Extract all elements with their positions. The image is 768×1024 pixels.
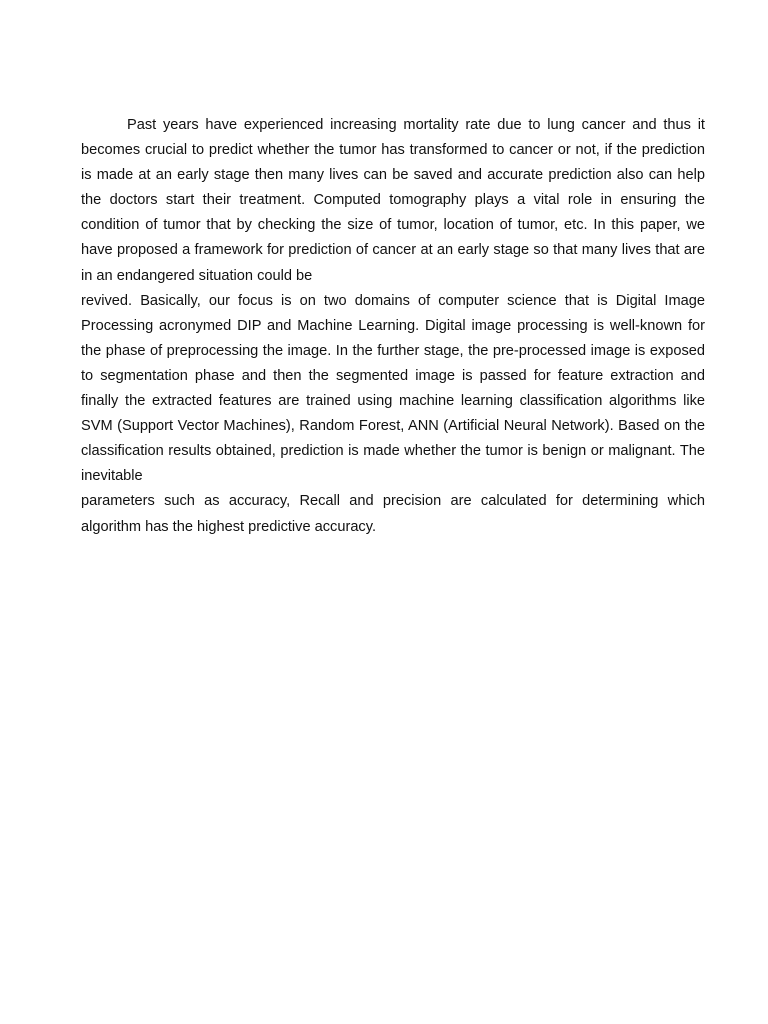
abstract-paragraph-3: parameters such as accuracy, Recall and precision are calculated for determining which algorithm has the highest predictive accuracy. — [81, 493, 705, 535]
abstract-paragraph-1: Past years have experienced increasing mortality rate due to lung cancer and thus it becomes crucial to predict whether the tumor has transformed to cancer or not, if the prediction is made at an early stage then many lives can be saved and accurate prediction also can help the doctors start their treatment. Computed tomography plays a vital role in ensuring the condition of tumor that by checking the size of tumor, location of tumor, etc. In this paper, we have proposed a framework for prediction of cancer at an early stage so that many lives that are in an endangered situation could be — [81, 117, 705, 284]
document-page — [81, 113, 705, 540]
abstract-paragraph-2: revived. Basically, our focus is on two domains of computer science that is Digital Image Processing acronymed DIP and Machine Learning. Digital image processing is well-known for the phase of preprocessing the image. In the further stage, the pre-processed image is exposed to segmentation phase and then the segmented image is passed for feature extraction and finally the extracted features are trained using machine learning classification algorithms like SVM (Support Vector Machines), Random Forest, ANN (Artificial Neural Network). Based on the classification results obtained, prediction is made whether the tumor is benign or malignant. The inevitable — [81, 292, 705, 485]
